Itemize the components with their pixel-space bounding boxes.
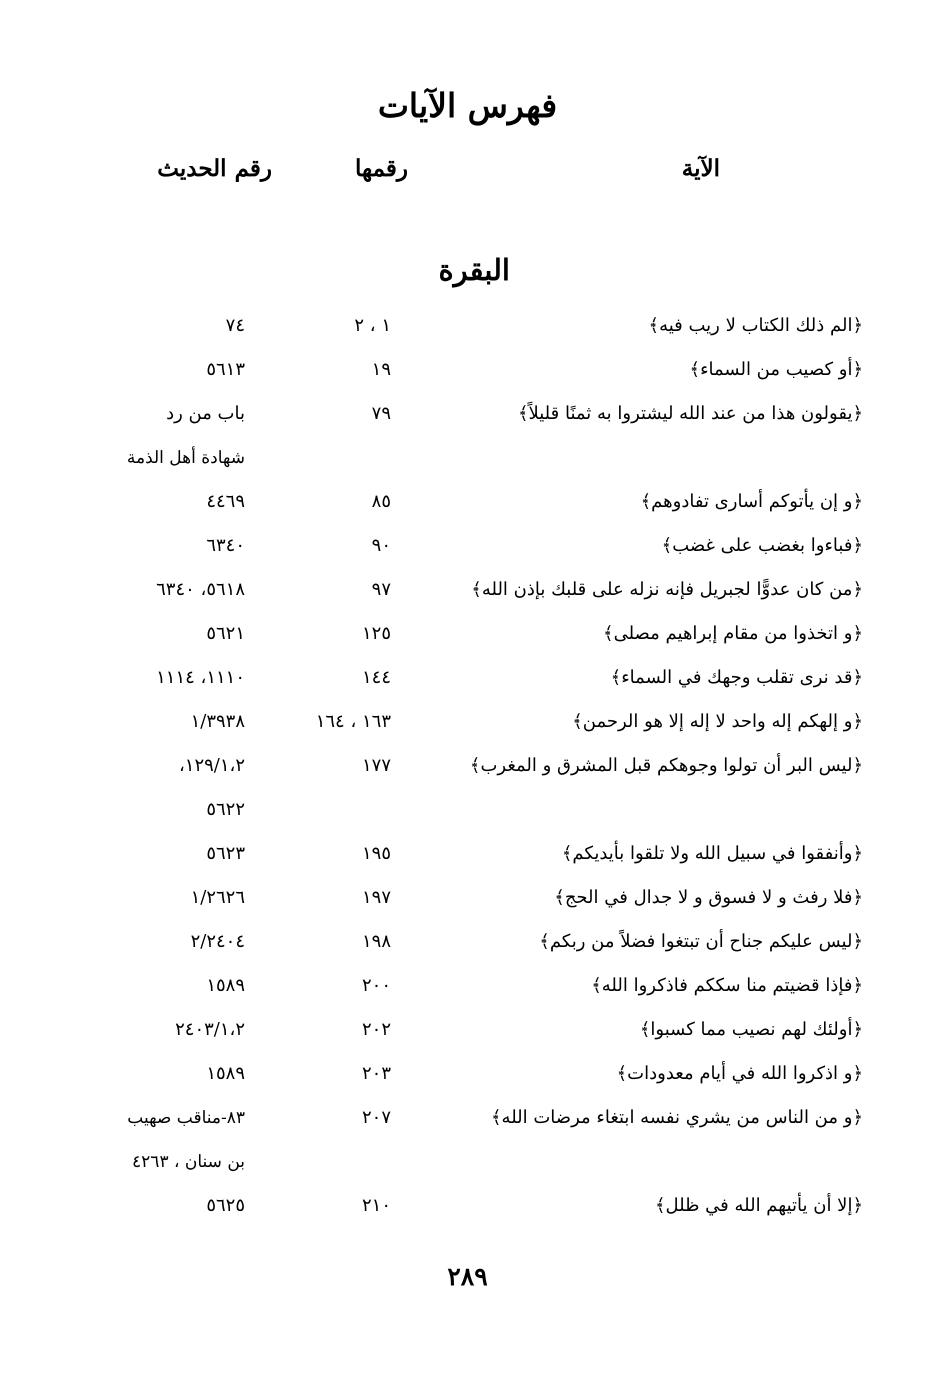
- hadith-number: ١٥٨٩: [206, 1063, 245, 1084]
- verse-text: ﴿من كان عدوًّا لجبريل فإنه نزله على قلبك بإذن الله﴾: [471, 579, 863, 600]
- verse-number: ٩٧: [371, 579, 391, 600]
- verse-number: ١٩: [371, 359, 391, 380]
- hadith-number: ٢/٢٤٠٤: [190, 931, 245, 952]
- verse-text: ﴿وأنفقوا في سبيل الله ولا تلقوا بأيديكم﴾: [561, 843, 863, 864]
- hadith-number: ١٢٩/١،٢،: [178, 755, 245, 776]
- table-row: [0, 1193, 935, 1237]
- hadith-number: شهادة أهل الذمة: [126, 448, 245, 468]
- table-row: [0, 621, 935, 665]
- hadith-number: ٥٦٢٢: [206, 799, 245, 820]
- verse-number: ١ ، ٢: [354, 315, 391, 336]
- hadith-number: بن سنان ، ٤٢٦٣: [132, 1152, 245, 1172]
- table-row: [0, 577, 935, 621]
- table-row: [0, 709, 935, 753]
- verse-text: ﴿و إن يأتوكم أسارى تفادوهم﴾: [640, 491, 863, 512]
- hadith-number: ٧٤: [225, 315, 245, 336]
- verse-text: ﴿و من الناس من يشري نفسه ابتغاء مرضات الله﴾: [491, 1107, 863, 1128]
- verse-number: ٢٠٧: [361, 1107, 391, 1128]
- table-row: [0, 1149, 935, 1193]
- table-row: [0, 1105, 935, 1149]
- verse-text: ﴿فإذا قضيتم منا سككم فاذكروا الله﴾: [591, 975, 863, 996]
- verse-number: ١٦٣ ، ١٦٤: [315, 711, 391, 732]
- table-row: [0, 973, 935, 1017]
- table-row: [0, 533, 935, 577]
- verse-text: ﴿فلا رفث و لا فسوق و لا جدال في الحج﴾: [554, 887, 863, 908]
- table-row: [0, 753, 935, 797]
- verse-text: ﴿الم ذلك الكتاب لا ريب فيه﴾: [648, 315, 863, 336]
- verse-index-table: [0, 313, 935, 1237]
- verse-number: ٨٥: [371, 491, 391, 512]
- verse-number: ١٢٥: [361, 623, 391, 644]
- hadith-number: ٨٣-مناقب صهيب: [127, 1108, 245, 1128]
- verse-number: ١٩٧: [361, 887, 391, 908]
- verse-number: ١٩٥: [361, 843, 391, 864]
- verse-text: ﴿أو كصيب من السماء﴾: [689, 359, 863, 380]
- table-row: [0, 357, 935, 401]
- hadith-number: ٥٦١٨، ٦٣٤٠: [156, 579, 245, 600]
- table-row: [0, 1017, 935, 1061]
- verse-text: ﴿إلا أن يأتيهم الله في ظلل﴾: [654, 1195, 863, 1216]
- verse-text: ﴿و اتخذوا من مقام إبراهيم مصلى﴾: [603, 623, 863, 644]
- hadith-number: ٥٦٢٣: [206, 843, 245, 864]
- table-row: [0, 665, 935, 709]
- verse-number: ١٩٨: [361, 931, 391, 952]
- verse-text: ﴿قد نرى تقلب وجهك في السماء﴾: [610, 667, 863, 688]
- verse-text: ﴿يقولون هذا من عند الله ليشتروا به ثمنًا قليلاً﴾: [517, 403, 863, 424]
- verse-text: ﴿فباءوا بغضب على غضب﴾: [661, 535, 863, 556]
- verse-number: ٩٠: [371, 535, 391, 556]
- table-row: [0, 401, 935, 445]
- table-row: [0, 445, 935, 489]
- table-row: [0, 841, 935, 885]
- page-number: ٢٨٩: [447, 1262, 488, 1291]
- hadith-number: ١/٣٩٣٨: [190, 711, 245, 732]
- hadith-number: ١/٢٦٢٦: [190, 887, 245, 908]
- verse-text: ﴿و إلهكم إله واحد لا إله إلا هو الرحمن﴾: [572, 711, 863, 732]
- table-row: [0, 797, 935, 841]
- hadith-number: ٥٦٢١: [206, 623, 245, 644]
- surah-heading: البقرة: [438, 253, 510, 287]
- hadith-number: ٤٤٦٩: [206, 491, 245, 512]
- table-row: [0, 489, 935, 533]
- hadith-number: باب من رد: [166, 403, 245, 424]
- verse-number: ٢١٠: [361, 1195, 391, 1216]
- table-row: [0, 929, 935, 973]
- hadith-number: ٥٦٢٥: [206, 1195, 245, 1216]
- page-title: فهرس الآيات: [377, 86, 558, 125]
- verse-number: ٧٩: [371, 403, 391, 424]
- hadith-number: ٢٤٠٣/١،٢: [175, 1019, 245, 1040]
- verse-number: ٢٠٠: [361, 975, 391, 996]
- table-row: [0, 313, 935, 357]
- verse-number: ١٧٧: [361, 755, 391, 776]
- column-header-number: رقمها: [354, 155, 408, 182]
- verse-number: ٢٠٣: [361, 1063, 391, 1084]
- column-header-verse: الآية: [681, 155, 720, 182]
- table-row: [0, 885, 935, 929]
- hadith-number: ٥٦١٣: [206, 359, 245, 380]
- hadith-number: ٦٣٤٠: [206, 535, 245, 556]
- column-header-hadith: رقم الحديث: [157, 155, 272, 182]
- verse-text: ﴿ليس عليكم جناح أن تبتغوا فضلاً من ربكم﴾: [539, 931, 863, 952]
- verse-number: ٢٠٢: [361, 1019, 391, 1040]
- verse-number: ١٤٤: [361, 667, 391, 688]
- verse-text: ﴿و اذكروا الله في أيام معدودات﴾: [616, 1063, 863, 1084]
- hadith-number: ١١١٠، ١١١٤: [156, 667, 245, 688]
- hadith-number: ١٥٨٩: [206, 975, 245, 996]
- verse-text: ﴿أولئك لهم نصيب مما كسبوا﴾: [639, 1019, 863, 1040]
- verse-text: ﴿ليس البر أن تولوا وجوهكم قبل المشرق و المغرب﴾: [469, 755, 863, 776]
- table-row: [0, 1061, 935, 1105]
